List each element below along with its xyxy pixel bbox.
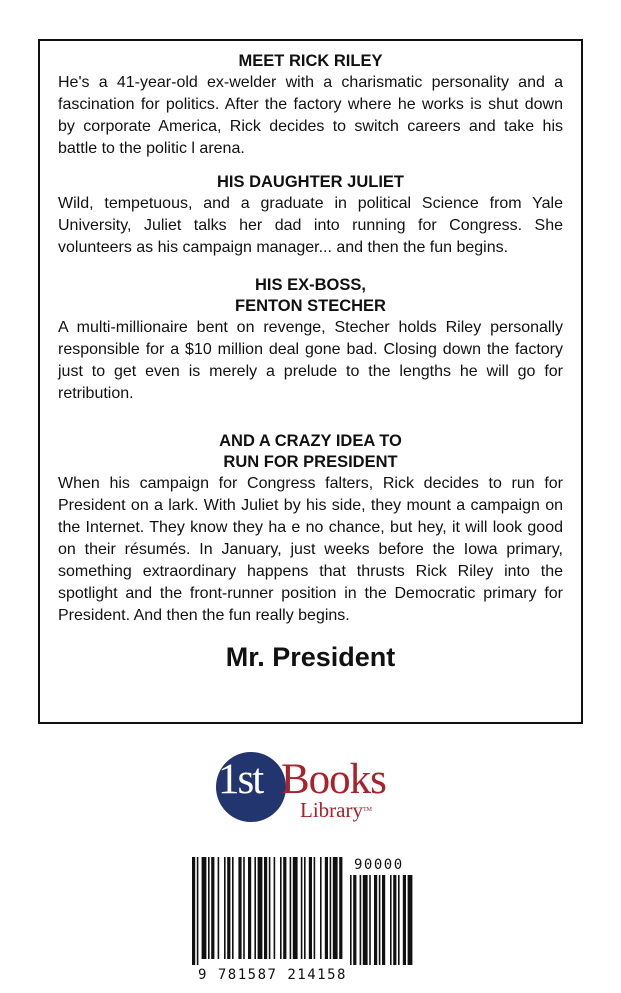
barcode-addon-bar: [408, 875, 413, 965]
section-heading-rick-riley: MEET RICK RILEY: [238, 52, 383, 70]
logo-ordinal: 1st: [218, 756, 263, 803]
barcode-bar: [274, 857, 276, 959]
barcode-addon-bar: [379, 875, 381, 965]
logo-trademark: TM: [362, 807, 372, 813]
barcode-bar: [232, 857, 234, 959]
barcode-bar: [227, 857, 230, 959]
logo-sub-label: Library: [300, 798, 363, 822]
barcode-addon-bar: [360, 875, 362, 965]
barcode-addon-bar: [398, 875, 400, 965]
barcode-bar: [325, 857, 328, 959]
barcode-bar: [211, 857, 214, 959]
barcode-bar: [264, 857, 267, 959]
barcode-bar: [280, 857, 282, 959]
barcode-bar: [293, 857, 298, 959]
barcode-addon-bar: [369, 875, 371, 965]
barcode-bar: [314, 857, 316, 959]
section-body-rick-riley: He's a 41-year-old ex-welder with a charismatic personality and a fascination for politics. After the factory where he works is shut down by corporate America, Rick decides to switch careers and take his battle to the politic l arena.: [58, 74, 563, 157]
barcode-addon-bar: [403, 875, 406, 965]
barcode-bar: [248, 857, 251, 959]
barcode-addon-bar: [393, 875, 396, 965]
barcode-bar: [304, 857, 306, 959]
barcode-bar: [254, 857, 256, 959]
barcode-addon-bar: [363, 875, 368, 965]
section-body-juliet: Wild, tempetuous, and a graduate in political Science from Yale University, Juliet talks her dad into running for Congress. She volunteers as his campaign manager... and then the fun begins.: [58, 195, 563, 256]
barcode-bar: [208, 857, 210, 959]
barcode-bar: [197, 857, 199, 965]
barcode-bar: [243, 857, 245, 959]
barcode-addon-bar: [382, 875, 385, 965]
barcode-bar: [333, 857, 338, 959]
section-heading-crazy-idea: AND A CRAZY IDEA TO RUN FOR PRESIDENT: [219, 432, 402, 471]
barcode-bar: [192, 857, 195, 965]
logo-word: Books: [281, 756, 386, 803]
closing-title: Mr. President: [225, 642, 396, 672]
barcode-bar: [238, 857, 241, 959]
section-heading-fenton-stecher: HIS EX-BOSS, FENTON STECHER: [235, 276, 386, 315]
barcode-bar: [258, 857, 263, 959]
barcode-addon-bar: [390, 875, 392, 965]
section-body-fenton-stecher: A multi-millionaire bent on revenge, Stecher holds Riley personally responsible for a $10 million deal gone bad. Closing down the factory just to get even is merely a prelude to the lengths he will go for retribution.: [58, 319, 563, 402]
isbn-barcode: [190, 855, 430, 985]
isbn-digits: 9 781587 214158: [198, 967, 347, 983]
publisher-logo: [216, 752, 406, 826]
back-cover-blurb: [38, 39, 583, 724]
barcode-bar: [290, 857, 292, 959]
section-body-crazy-idea: When his campaign for Congress falters, Rick decides to run for President on a lark. With Juliet by his side, they mount a campaign on the Internet. They know they ha e no chance, but hey, it will look good on their résumés. In January, just weeks before the Iowa primary, something extraordinary happens that thrusts Rick Riley into the spotlight and the front-runner position in the Democratic primary for President. And then the fun really begins.: [58, 475, 563, 624]
barcode-bar: [224, 857, 226, 959]
addon-digits: 90000: [354, 857, 404, 873]
barcode-bar: [339, 857, 342, 959]
section-heading-juliet: HIS DAUGHTER JULIET: [216, 173, 404, 191]
barcode-bar: [202, 857, 207, 959]
barcode-bar: [218, 857, 220, 959]
barcode-bar: [309, 857, 312, 959]
barcode-bar: [269, 857, 271, 959]
barcode-addon-bar: [374, 875, 377, 965]
barcode-addon-bar: [350, 875, 352, 965]
barcode-bar: [320, 857, 322, 959]
barcode-bar: [301, 857, 303, 959]
logo-sub: [300, 798, 372, 822]
barcode-bar: [330, 857, 332, 959]
barcode-addon-bar: [353, 875, 356, 965]
barcode-bar: [283, 857, 286, 959]
